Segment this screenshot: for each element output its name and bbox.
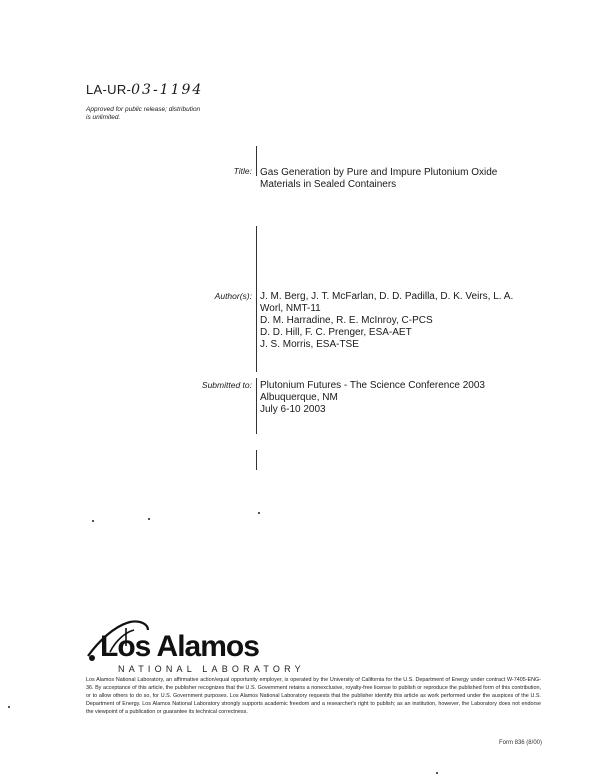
title-line: Materials in Sealed Containers (260, 179, 397, 190)
authors-label: Author(s): (214, 291, 252, 301)
rule-segment (256, 450, 257, 470)
rule-segment (256, 378, 257, 434)
author-line: D. D. Hill, F. C. Prenger, ESA-AET (260, 327, 412, 338)
author-list (260, 291, 552, 351)
form-number: Form 836 (8/00) (498, 740, 542, 746)
rule-segment (256, 146, 257, 176)
author-line: Worl, NMT-11 (260, 303, 321, 314)
release-note: Approved for public release; distribution is unlimited. (86, 106, 201, 121)
conference-location: Albuquerque, NM (260, 392, 338, 403)
conference-name: Plutonium Futures - The Science Conference 2003 (260, 380, 485, 391)
report-number-handwritten: 03-1194 (131, 82, 204, 98)
scan-speck (258, 512, 260, 514)
title-line: Gas Generation by Pure and Impure Plutonium Oxide (260, 167, 498, 178)
scan-speck (148, 518, 150, 520)
report-prefix: LA-UR- (86, 82, 132, 97)
title-label: Title: (233, 166, 252, 176)
author-line: D. M. Harradine, R. E. McInroy, C-PCS (260, 315, 433, 326)
report-number (86, 82, 203, 98)
document-title (260, 167, 550, 191)
conference-dates: July 6-10 2003 (260, 404, 326, 415)
author-line: J. M. Berg, J. T. McFarlan, D. D. Padilla, D. K. Veirs, L. A. (260, 291, 514, 302)
submitted-to (260, 380, 550, 416)
submitted-label: Submitted to: (201, 380, 252, 390)
author-line: J. S. Morris, ESA-TSE (260, 339, 359, 350)
scan-speck (92, 520, 94, 522)
scan-speck (436, 772, 438, 774)
disclaimer-text: Los Alamos National Laboratory, an affirmative action/equal opportunity employer, is operated by the University of California for the U.S. Department of Energy under contract W-7405-ENG-36. By acceptance of this article, the publisher recognizes that the U.S. Government retains a nonexclusive, royalty-free license to publish or reproduce the published form of this contribution, or to allow others to do so, for U.S. Government purposes. Los Alamos National Laboratory requests that the publisher identify this article as work performed under the auspices of the U.S. Department of Energy. Los Alamos National Laboratory strongly supports academic freedom and a researcher's right to publish; as an institution, however, the Laboratory does not endorse the viewpoint of a publication or guarantee its technical correctness. (86, 677, 541, 715)
scan-speck (8, 706, 10, 708)
rule-segment (256, 226, 257, 372)
logo-wordmark: Los Alamos (100, 630, 259, 663)
logo-subtitle: NATIONAL LABORATORY (118, 664, 305, 674)
